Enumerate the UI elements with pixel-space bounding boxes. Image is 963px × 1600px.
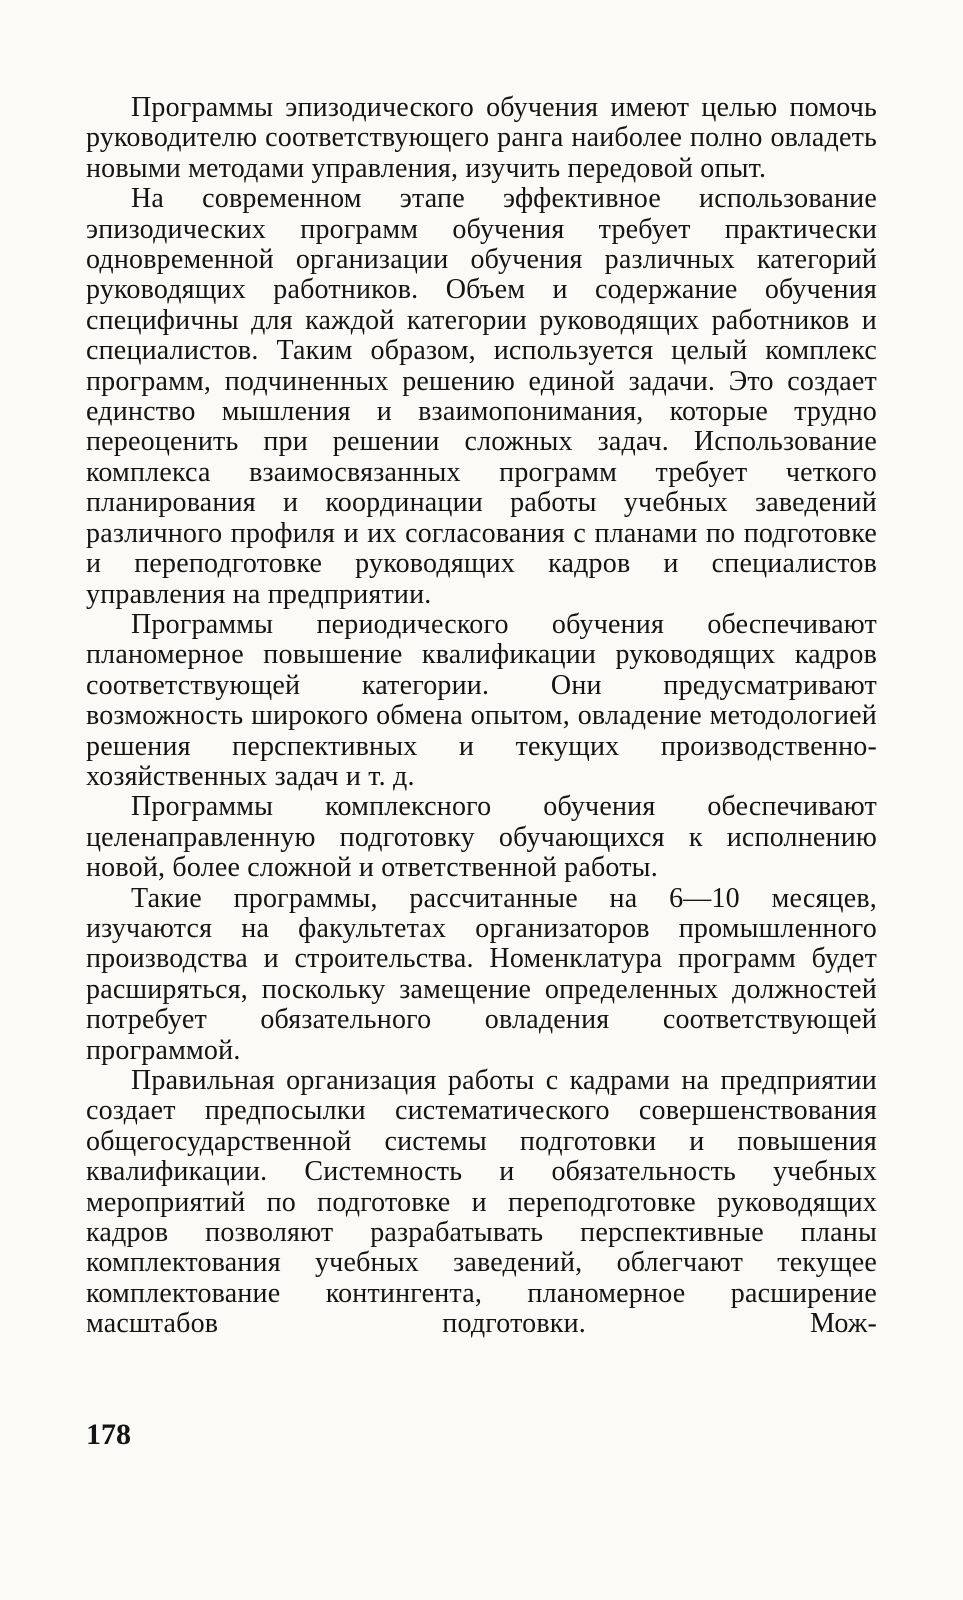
- paragraph-3: Программы периодического обучения обеспечивают планомерное повышение квалификации руководящих кадров соответствующей категории. Они предусматривают возможность широкого обмена опытом, овладение методологией решения перспективных и текущих производственно-хозяйственных задач и т. д.: [86, 608, 877, 792]
- paragraph-4: Программы комплексного обучения обеспечивают целенаправленную подготовку обучающихся к исполнению новой, более сложной и ответственной работы.: [86, 791, 877, 884]
- paragraph-6: Правильная организация работы с кадрами на предприятии создает предпосылки систематического совершенствования общегосударственной системы подготовки и повышения квалификации. Системность и обязательность учебных мероприятий по подготовке и переподготовке руководящих кадров позволяют разрабатывать перспективные планы комплектования учебных заведений, облегчают текущее комплектование контингента, планомерное расширение масштабов подготовки. Мож-: [86, 1065, 877, 1340]
- paragraph-1: Программы эпизодического обучения имеют целью помочь руководителю соответствующего ранга наиболее полно овладеть новыми методами управления, изучить передовой опыт.: [86, 92, 877, 184]
- page-number: 178: [86, 1418, 131, 1451]
- paragraph-5: Такие программы, рассчитанные на 6—10 месяцев, изучаются на факультетах организаторов промышленного производства и строительства. Номенклатура программ будет расширяться, поскольку замещение определенных должностей потребует обязательного овладения соответствующей программой.: [86, 882, 877, 1066]
- paragraph-2: На современном этапе эффективное использование эпизодических программ обучения требует практически одновременной организации обучения различных категорий руководящих работников. Объем и содержание обучения специфичны для каждой категории руководящих работников и специалистов. Таким образом, используется целый комплекс программ, подчиненных решению единой задачи. Это создает единство мышления и взаимопонимания, которые трудно переоценить при решении сложных задач. Использование комплекса взаимосвязанных программ требует четкого планирования и координации работы учебных заведений различного профиля и их согласования с планами по подготовке и переподготовке руководящих кадров и специалистов управления на предприятии.: [86, 183, 877, 610]
- body-text: [86, 93, 877, 1340]
